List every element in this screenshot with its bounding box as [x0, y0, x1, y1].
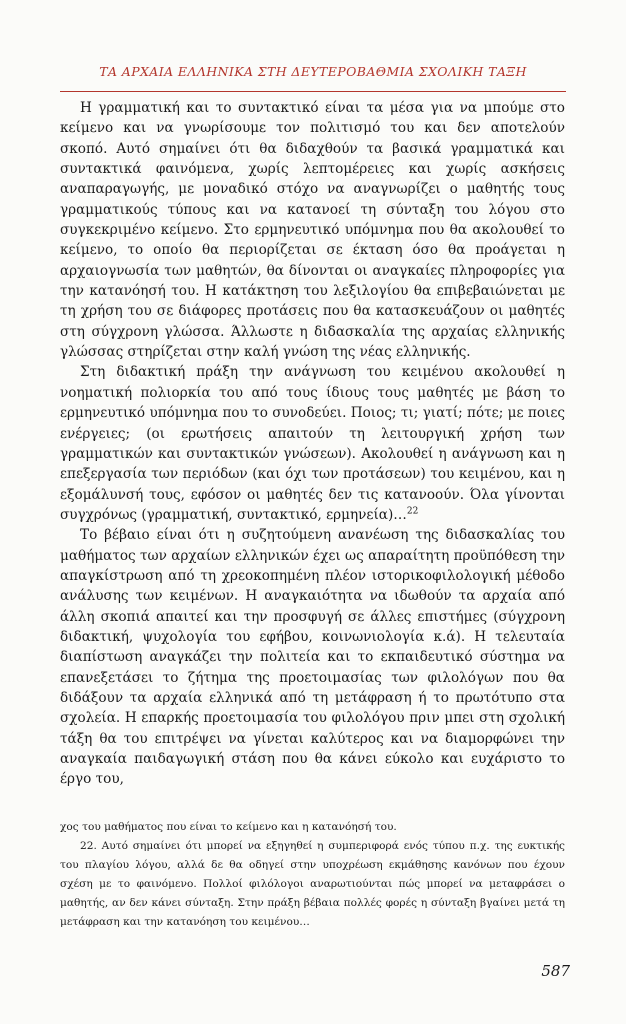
paragraph: Το βέβαιο είναι ότι η συζητούμενη ανανέωση της διδασκαλίας του μαθήματος των αρχαίων ελληνικών έχει ως απαραίτητη προϋπόθεση την απαγκίστρωση από τη χρεοκοπημένη πλέον ιστορικοφιλολογική μέθοδο ανάλυσης των κειμένων. Η αναγκαιότητα να ιδωθούν τα αρχαία από άλλη σκοπιά απαιτεί και την προσφυγή σε άλλες επιστήμες (σύγχρονη διδακτική, ψυχολογία του εφήβου, κοινωνιολογία κ.ά). Η τελευταία διαπίστωση αναγκάζει την πολιτεία και το εκπαιδευτικό σύστημα να επανεξετάσει το ζήτημα της προετοιμασίας των φιλολόγων που θα διδάξουν τα αρχαία ελληνικά από τη μετάφραση ή το πρωτότυπο στα σχολεία. Η επαρκής προετοιμασία του φιλολόγου πριν μπει στη σχολική τάξη θα του επιτρέψει να γίνεται καλύτερος και να διαμορφώνει την αναγκαία παιδαγωγική στάση που θα κάνει εύκολο και ευχάριστο το έργο του, — [60, 527, 565, 788]
footnotes — [60, 818, 565, 932]
footnote-reference[interactable]: 22 — [406, 506, 419, 517]
main-text — [60, 98, 565, 790]
footnote-continuation: χος του μαθήματος που είναι το κείμενο και η κατανόησή του. — [60, 821, 397, 833]
paragraph-text: Στη διδακτική πράξη την ανάγνωση του κειμένου ακολουθεί η νοηματική πολιορκία του από τους ίδιους τους μαθητές με βάση το ερμηνευτικό υπόμνημα που το συνοδεύει. Ποιος; τι; γιατί; πότε; με ποιες ενέργειες; (οι ερωτήσεις απαιτούν τη λειτουργική χρήση των γραμματικών και συντακτικών γνώσεων). Ακολουθεί η ανάγνωση και η επεξεργασία των περιόδων (και όχι των προτάσεων) του κειμένου, και η εξομάλυνσή τους, εφόσον οι μαθητές δεν τις κατανοούν. Όλα γίνονται συγχρόνως (γραμματική, συντακτικό, ερμηνεία)… — [60, 364, 565, 523]
paragraph: Η γραμματική και το συντακτικό είναι τα μέσα για να μπούμε στο κείμενο και να γνωρίσουμε τον πολιτισμό του και δεν αποτελούν σκοπό. Αυτό σημαίνει ότι θα διδαχθούν τα βασικά γραμματικά και συντακτικά φαινόμενα, χωρίς λεπτομέρειες και χωρίς ασκήσεις αναπαραγωγής, με μοναδικό στόχο να αναγνωρίζει ο μαθητής τους γραμματικούς τύπους και να κατανοεί τη σύνταξη του λόγου στο συγκεκριμένο κείμενο. Στο ερμηνευτικό υπόμνημα που θα ακολουθεί το κείμενο, το οποίο θα περιορίζεται σε έκταση όσο θα προάγεται η αρχαιογνωσία των μαθητών, θα δίνονται οι αναγκαίες πληροφορίες για την κατανόησή του. Η κατάκτηση του λεξιλογίου θα επιβεβαιώνεται με τη χρήση του σε διάφορες προτάσεις που θα κατασκευάζουν οι μαθητές στη σύγχρονη γλώσσα. Άλλωστε η διδασκαλία της αρχαίας ελληνικής γλώσσας στηρίζεται στην καλή γνώση της νέας ελληνικής. — [60, 100, 565, 361]
paragraph-with-note — [60, 362, 565, 525]
page-number: 587 — [541, 962, 570, 980]
header-rule — [60, 91, 566, 92]
running-title: ΤΑ ΑΡΧΑΙΑ ΕΛΛΗΝΙΚΑ ΣΤΗ ΔΕΥΤΕΡΟΒΑΘΜΙΑ ΣΧΟΛΙΚΗ ΤΑΞΗ — [99, 64, 527, 79]
footnote-22: 22. Αυτό σημαίνει ότι μπορεί να εξηγηθεί η συμπεριφορά ενός τύπου π.χ. της ευκτικής του πλαγίου λόγου, αλλά δε θα οδηγεί στην υποχρέωση εκμάθησης κανόνων που έχουν σχέση με το φαινόμενο. Πολλοί φιλόλογοι αναρωτιούνται πώς μπορεί να μεταφράσει ο μαθητής, αν δεν κάνει σύνταξη. Στην πράξη βέβαια πολλές φορές η σύνταξη βγαίνει μετά τη μετάφραση και την κατανόηση του κειμένου… — [60, 840, 565, 928]
